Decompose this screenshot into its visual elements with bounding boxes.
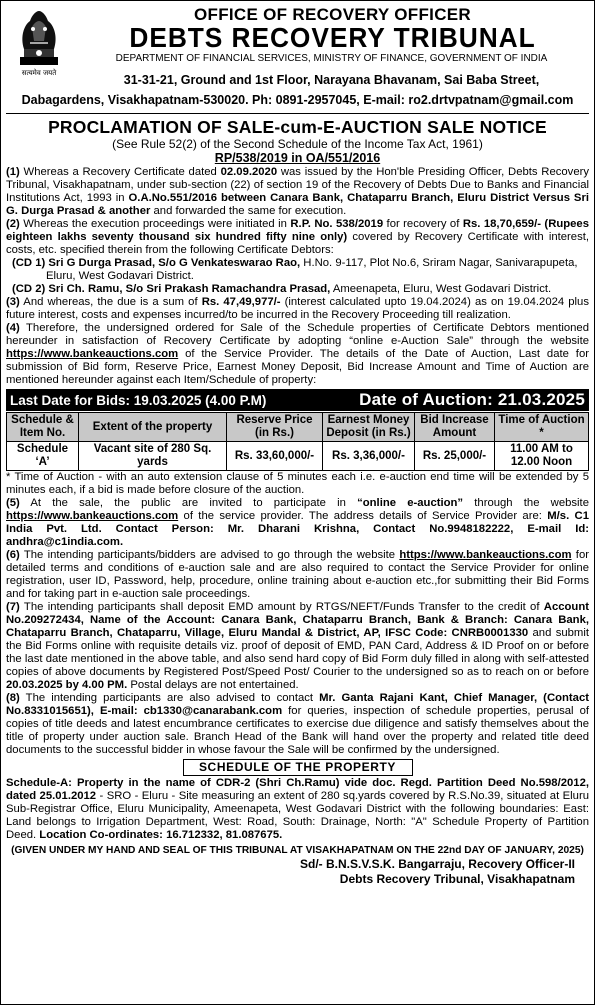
- para-text: Whereas a Recovery Certificate dated: [19, 166, 221, 178]
- col-header-reserve: Reserve Price (in Rs.): [227, 413, 323, 442]
- col-header-emd: Earnest Money Deposit (in Rs.): [323, 413, 415, 442]
- cell-schedule: Schedule ‘A’: [7, 442, 79, 471]
- col-header-schedule: Schedule & Item No.: [7, 413, 79, 442]
- col-header-bid-increase: Bid Increase Amount: [415, 413, 495, 442]
- para-number: (3): [6, 296, 20, 308]
- address-line-2: Dabagardens, Visakhapatnam-530020. Ph: 0891-2957045, E-mail: ro2.drtvpatnam@gmail.com: [21, 93, 574, 107]
- cell-bid-increase: Rs. 25,000/-: [415, 442, 495, 471]
- cell-time: 11.00 AM to 12.00 Noon: [495, 442, 589, 471]
- para-text: Whereas the execution proceedings were initiated in: [19, 218, 291, 230]
- hard-copy-deadline: 20.03.2025 by 4.00 PM.: [6, 679, 128, 691]
- bankeauctions-link[interactable]: https://www.bankeauctions.com: [399, 549, 572, 561]
- para-2: [6, 218, 589, 257]
- para-text: And whereas, the due is a sum of: [19, 296, 202, 308]
- para-7: [6, 601, 589, 692]
- para-number: (6): [6, 549, 20, 561]
- para-text: covered by Recovery Certificate with interest, costs, etc. specified therein from the following Certificate Debtors:: [6, 231, 590, 256]
- office-title: OFFICE OF RECOVERY OFFICER: [194, 5, 471, 24]
- last-date-for-bids: Last Date for Bids: 19.03.2025 (4.00 P.M): [10, 392, 267, 408]
- para-text: for recovery of: [383, 218, 463, 230]
- para-text: At the sale, the public are invited to participate in: [19, 497, 358, 509]
- auction-table: [6, 412, 589, 471]
- debtor-name: (CD 2) Sri Ch. Ramu, S/o Sri Prakash Ramachandra Prasad,: [12, 283, 331, 295]
- para-number: (4): [6, 322, 20, 334]
- para-number: (7): [6, 601, 20, 613]
- debtor-address: Ameenapeta, Eluru, West Godavari District.: [330, 283, 552, 295]
- para-text: The intending participants/bidders are advised to go through the website: [19, 549, 400, 561]
- para-number: (8): [6, 692, 20, 704]
- para-number: (5): [6, 497, 20, 509]
- due-amount: Rs. 47,49,977/-: [201, 296, 281, 308]
- case-number: RP/538/2019 in OA/551/2016: [214, 151, 381, 165]
- para-text: for detailed terms and conditions of e-auction sale and are also required to contact the Service Provider for online registration, user ID, Password, help, procedure, online training about e-auction etc.,for submitting their Bid Forms and for taking part in e-auction sale proceedings.: [6, 549, 589, 600]
- emblem-motto: सत्यमेव जयते: [21, 69, 57, 77]
- recovery-amount: Rs. 18,70,659/- (Rupees eighteen lakhs seventy thousand six hundred fifty nine only): [6, 218, 590, 243]
- certificate-date: 02.09.2020: [220, 166, 278, 178]
- notice-title: PROCLAMATION OF SALE-cum-E-AUCTION SALE NOTICE: [48, 117, 547, 137]
- para-text: was issued by the Hon'ble Presiding Officer, Debts Recovery Tribunal, Visakhapatnam, under sub-section (22) of section 19 of the Recovery of Debts Due to Banks and Financial Institutions Act, 1993 in: [6, 166, 590, 204]
- header: [6, 5, 589, 113]
- para-text: through the website: [463, 497, 589, 509]
- para-text: Therefore, the undersigned ordered for Sale of the Schedule properties of Certificate Debtors mentioned hereunder in satisfaction of Recovery Certificate by adopting “online e-Auction Sale” through the website: [6, 322, 589, 347]
- debtor-address: H.No. 9-117, Plot No.6, Sriram Nagar, Sanivarapupeta, Eluru, West Godavari District.: [46, 257, 578, 282]
- col-header-time: Time of Auction *: [495, 413, 589, 442]
- para-text: and forwarded the same for execution.: [150, 205, 347, 217]
- schedule-heading: SCHEDULE OF THE PROPERTY: [183, 759, 413, 776]
- given-under-hand: (GIVEN UNDER MY HAND AND SEAL OF THIS TRIBUNAL AT VISAKHAPATNAM ON THE 22nd DAY OF JANUARY, 2025): [11, 845, 584, 856]
- tribunal-title: DEBTS RECOVERY TRIBUNAL: [129, 22, 536, 53]
- para-number: (2): [6, 218, 20, 230]
- signature-line-2: Debts Recovery Tribunal, Visakhapatnam: [339, 872, 575, 886]
- online-eauction-text: “online e-auction”: [357, 497, 464, 509]
- para-text: of the service provider. The address details of Service Provider are:: [178, 510, 548, 522]
- para-1: [6, 166, 589, 218]
- para-text: (interest calculated upto 19.04.2024) as on 19.04.2024 plus future interest, costs and expenses incurred/to be incurred in the Recovery Proceeding till realization.: [6, 296, 589, 321]
- rp-number: R.P. No. 538/2019: [290, 218, 384, 230]
- notice-title-block: [6, 113, 589, 166]
- para-5: [6, 497, 589, 549]
- para-8: [6, 692, 589, 757]
- schedule-a-text: - SRO - Eluru - Site measuring an extent of 280 sq.yards covered by R.S.No.39, situated at Eluru Sub-Registrar Office, Eluru Municipality, Ameenapeta, West Godavari District with the following boundaries: East: Land belongs to Irrigation Department, West: Road, South: Drainage, North: "A" Schedule Property of Partition Deed.: [6, 790, 589, 841]
- signature-line-1: Sd/- B.N.S.V.S.K. Bangarraju, Recovery Officer-II: [300, 857, 575, 871]
- date-of-auction: Date of Auction: 21.03.2025: [359, 390, 585, 409]
- oa-case-parties: O.A.No.551/2016 between Canara Bank, Chataparru Branch, Eluru District Versus Sri G. Durga Prasad & another: [6, 192, 589, 217]
- cell-extent: Vacant site of 280 Sq. yards: [79, 442, 227, 471]
- table-row: [7, 442, 589, 471]
- dates-bar: [6, 389, 589, 411]
- para-text: of the Service Provider. The details of the Date of Auction, Last date for submission of Bid form, Reserve Price, Earnest Money Deposit, Bid Increase Amount and Time of Auction are mentioned hereunder against each Item/Schedule of property:: [6, 348, 589, 386]
- auction-time-note: * Time of Auction - with an auto extension clause of 5 minutes each i.e. e-auction end time will be extended by 5 minutes each, if a bid is made before closure of the auction.: [6, 471, 589, 496]
- para-4: [6, 322, 589, 387]
- bank-contact-details: Mr. Ganta Rajani Kant, Chief Manager, (Contact No.8331015651), E-mail: cb1330@canarabank.com: [6, 692, 589, 717]
- schedule-a-title: Schedule-A: Property in the name of CDR-2 (Shri Ch.Ramu) vide doc. Regd. Partition Deed No.598/2012, dated 25.01.2012: [6, 777, 589, 802]
- bankeauctions-link[interactable]: https://www.bankeauctions.com: [6, 348, 179, 360]
- para-text: for queries, inspection of schedule properties, perusal of copies of title deeds and latest encumbrance certificates to exercise due diligence and satisfy themselves about the title of property under auction sale. Branch Head of the Bank will hand over the property and related title deed documents to the successful bidder in whose favour the Sale will be confirmed by the undersigned.: [6, 705, 590, 756]
- para-text: Postal delays are not entertained.: [127, 679, 299, 691]
- cell-emd: Rs. 3,36,000/-: [323, 442, 415, 471]
- service-provider-details: M/s. C1 India Pvt. Ltd. Contact Person: Mr. Dharani Krishna, Contact No.9948182222, E-mail Id: andhra@c1india.com.: [6, 510, 589, 548]
- department-line: DEPARTMENT OF FINANCIAL SERVICES, MINISTRY OF FINANCE, GOVERNMENT OF INDIA: [115, 53, 548, 64]
- cell-reserve: Rs. 33,60,000/-: [227, 442, 323, 471]
- ashoka-emblem-icon: [10, 7, 68, 71]
- table-header-row: [7, 413, 589, 442]
- para-text: and submit the Bid Forms online with requisite details viz. proof of deposit of EMD, PAN Card, Address & ID Proof on or before the last date mentioned in the above table, and also send hard copy of Bid Form duly filled in along with self-attested copies of above documents by Registered Post/Speed Post/ Courier to the undersigned so as to reach on or before: [6, 627, 589, 678]
- para-3: [6, 296, 589, 322]
- rule-reference: (See Rule 52(2) of the Second Schedule of the Income Tax Act, 1961): [112, 137, 483, 151]
- para-text: The intending participants are also advised to contact: [19, 692, 320, 704]
- para-text: The intending participants shall deposit EMD amount by RTGS/NEFT/Funds Transfer to the credit of: [19, 601, 544, 613]
- para-6: [6, 549, 589, 601]
- address-line-1: 31-31-21, Ground and 1st Floor, Narayana Bhavanam, Sai Baba Street,: [123, 73, 540, 87]
- bank-account-details: Account No.209272434, Name of the Account: Canara Bank, Chataparru Branch, Bank & Branch: Canara Bank, Chataparru Branch, Chataparru, Village, Eluru Mandal & District, AP, IFSC Code: CNRB0001330: [6, 601, 589, 639]
- certificate-debtor-1: [6, 257, 589, 283]
- certificate-debtor-2: [6, 283, 589, 296]
- debtor-name: (CD 1) Sri G Durga Prasad, S/o G Venkateswarao Rao,: [12, 257, 301, 269]
- location-coordinates: Location Co-ordinates: 16.712332, 81.087675.: [39, 829, 283, 841]
- para-number: (1): [6, 166, 20, 178]
- schedule-a: [6, 777, 589, 842]
- bankeauctions-link[interactable]: https://www.bankeauctions.com: [6, 510, 179, 522]
- col-header-extent: Extent of the property: [79, 413, 227, 442]
